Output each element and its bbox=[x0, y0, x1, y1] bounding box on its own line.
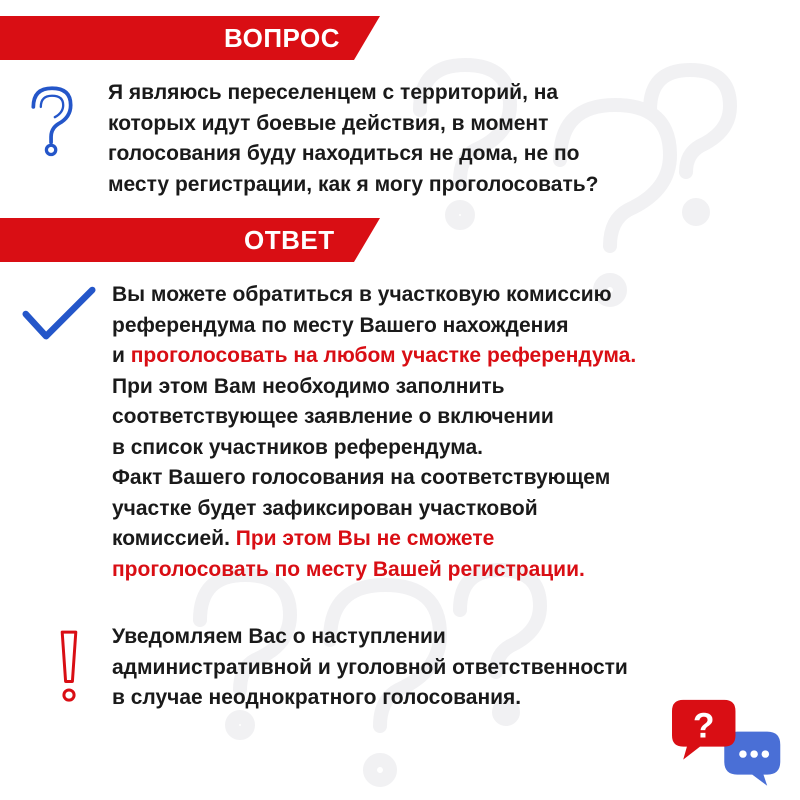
answer-line: в список участников референдума. bbox=[112, 435, 484, 459]
answer-line-prefix: комиссией. bbox=[112, 527, 236, 550]
question-line: месту регистрации, как я могу проголосовать? bbox=[108, 172, 599, 196]
chat-question-mark: ? bbox=[692, 705, 715, 746]
answer-line: Факт Вашего голосования на соответствующем bbox=[112, 466, 611, 489]
question-line: которых идут боевые действия, в момент bbox=[108, 111, 549, 135]
exclamation-icon bbox=[52, 626, 86, 708]
question-mark-icon bbox=[24, 82, 80, 158]
answer-line bbox=[112, 524, 636, 555]
question-line: Я являюсь переселенцем с территорий, на bbox=[108, 81, 559, 104]
answer-highlight: При этом Вы не сможете bbox=[235, 527, 495, 550]
answer-text bbox=[112, 280, 636, 585]
answer-line: референдума по месту Вашего нахождения bbox=[112, 313, 569, 337]
warning-text bbox=[112, 622, 628, 714]
question-heading: ВОПРОС bbox=[224, 23, 341, 53]
warning-line: Уведомляем Вас о наступлении bbox=[112, 625, 446, 648]
answer-heading: ОТВЕТ bbox=[244, 225, 335, 255]
checkmark-icon bbox=[22, 286, 96, 342]
answer-line: При этом Вам необходимо заполнить bbox=[112, 374, 505, 398]
answer-line: соответствующее заявление о включении bbox=[112, 405, 554, 428]
chat-bubbles-question-icon bbox=[672, 694, 784, 788]
answer-highlight: проголосовать на любом участке референдума. bbox=[130, 344, 637, 367]
warning-line: административной и уголовной ответственности bbox=[112, 655, 628, 679]
answer-line: участке будет зафиксирован участковой bbox=[112, 496, 538, 520]
answer-highlight: проголосовать по месту Вашей регистрации. bbox=[112, 557, 585, 581]
answer-line: Вы можете обратиться в участковую комиссию bbox=[112, 283, 612, 306]
answer-line bbox=[112, 341, 636, 372]
warning-line: в случае неоднократного голосования. bbox=[112, 686, 522, 709]
answer-line-prefix: и bbox=[112, 344, 131, 367]
question-text bbox=[108, 78, 599, 200]
question-line: голосования буду находиться не дома, не по bbox=[108, 142, 580, 165]
